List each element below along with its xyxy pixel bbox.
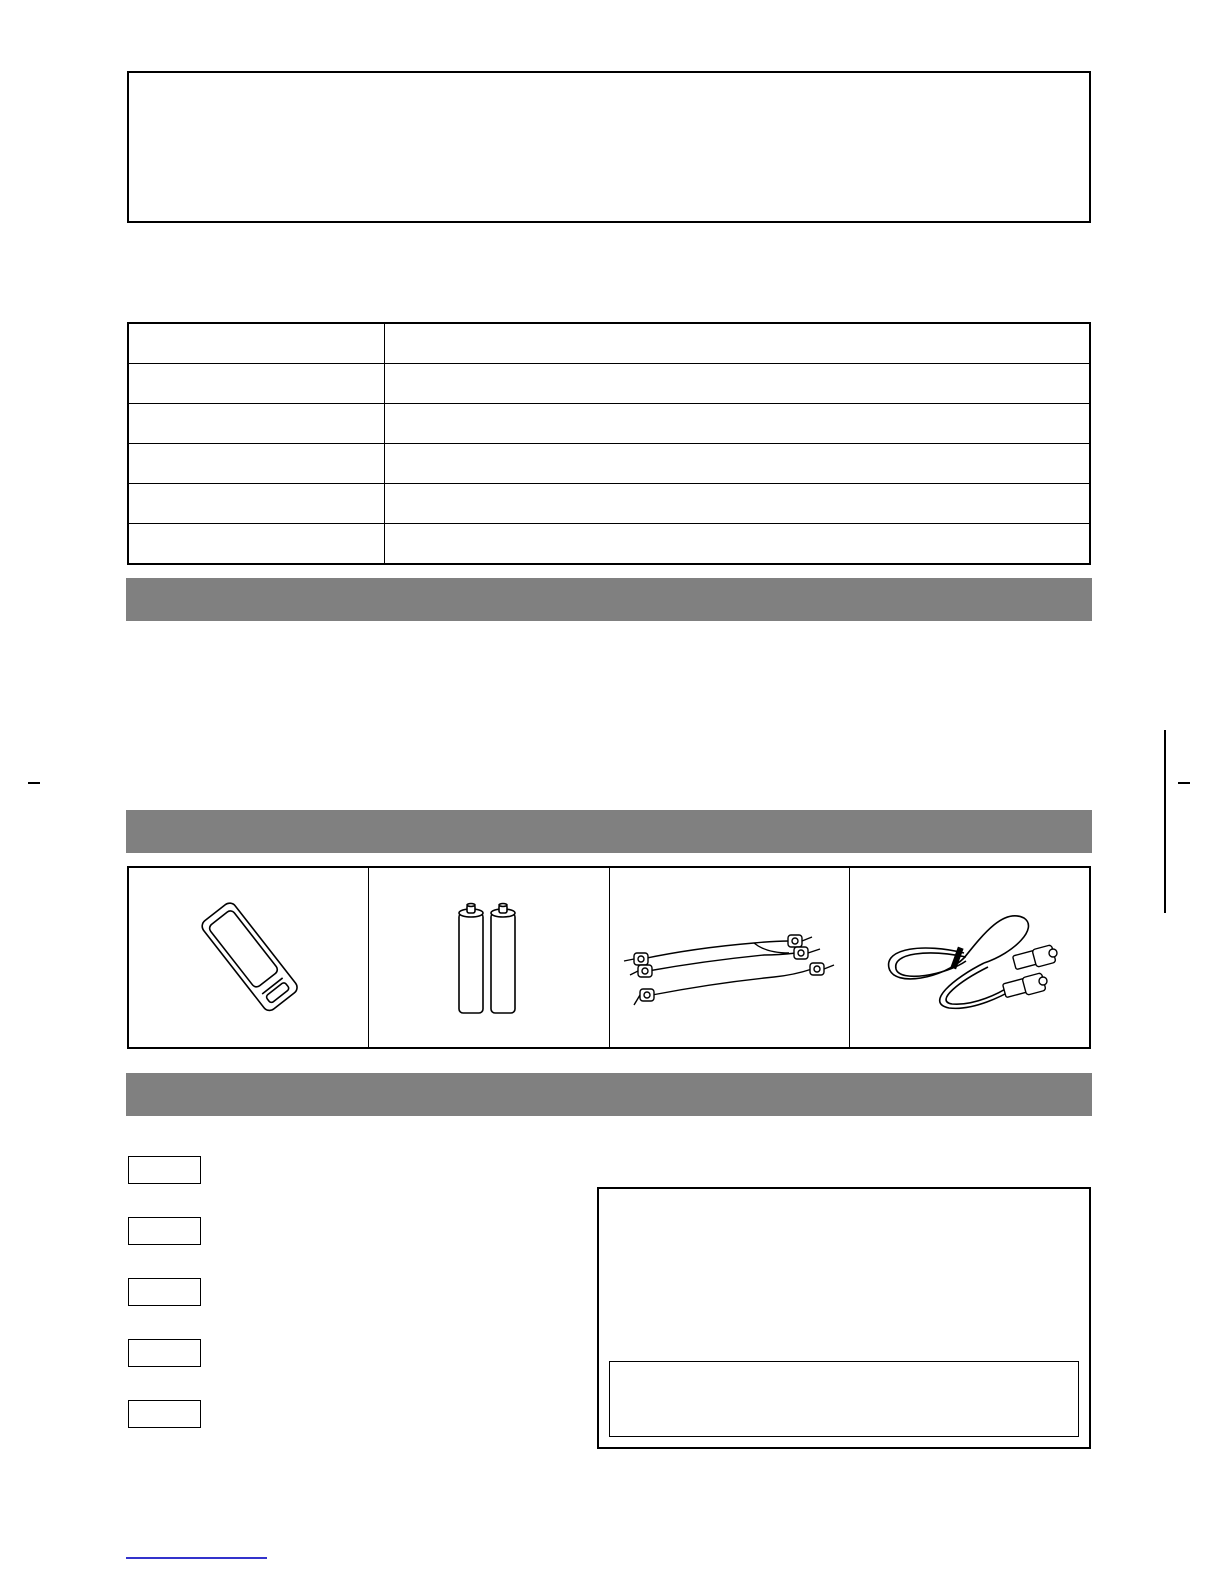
table-cell [128,404,385,444]
accessories-table [127,866,1091,1049]
crop-mark [28,782,40,784]
symbol-box [128,1400,201,1428]
rf-coaxial-cable-icon [854,883,1084,1033]
symbol-box [128,1278,201,1306]
margin-line [1164,730,1166,913]
table-cell [385,484,1091,524]
section-header-bar [126,1073,1092,1116]
note-inner-box [609,1361,1079,1437]
crop-mark [1178,782,1190,784]
table-row [128,364,1090,404]
model-info-table [127,322,1091,565]
table-cell [385,524,1091,565]
table-row [128,444,1090,484]
table-row [128,404,1090,444]
table-cell [128,364,385,404]
table-cell [385,444,1091,484]
accessory-cell [369,868,609,1047]
table-cell [128,323,385,364]
table-row [128,323,1090,364]
symbol-box [128,1339,201,1367]
table-cell [128,444,385,484]
table-row [128,484,1090,524]
symbol-box [128,1217,201,1245]
av-cables-icon [614,883,844,1033]
accessory-cell [610,868,850,1047]
accessory-cell [850,868,1089,1047]
top-notice-box [127,71,1091,223]
table-cell [385,364,1091,404]
symbol-box [128,1156,201,1184]
table-cell [128,524,385,565]
table-cell [385,323,1091,364]
table-cell [128,484,385,524]
table-row [128,524,1090,565]
section-header-bar [126,810,1092,853]
remote-control-icon [174,883,324,1033]
aa-batteries-icon [429,883,549,1033]
section-header-bar [126,578,1092,621]
accessory-cell [129,868,369,1047]
table-cell [385,404,1091,444]
footer-line [126,1557,267,1559]
